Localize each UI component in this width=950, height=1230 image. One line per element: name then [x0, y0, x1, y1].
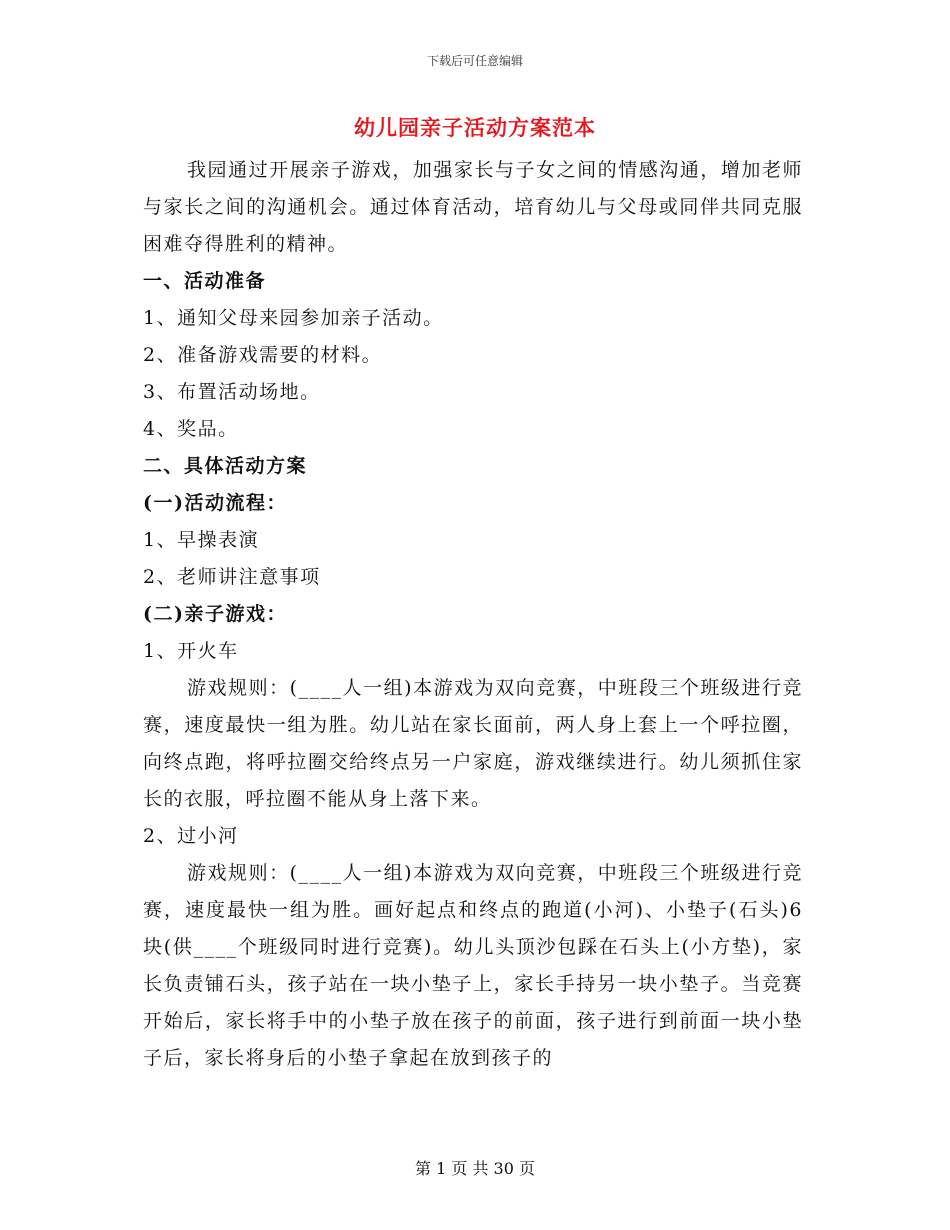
game-title-river: 2、过小河: [143, 825, 239, 847]
game-title-train: 1、开火车: [143, 640, 239, 662]
document-body: [143, 152, 803, 1077]
page-header-note: 下载后可任意编辑: [426, 54, 523, 68]
game-rules-river: 游戏规则：(____人一组)本游戏为双向竞赛，中班段三个班级进行竞赛，速度最快一组为胜。画好起点和终点的跑道(小河)、小垫子(石头)6块(供____个班级同时进行竞赛)。幼儿头顶沙包踩在石头上(小方垫)，家长负责铺石头，孩子站在一块小垫子上，家长手持另一块小垫子。当竞赛开始后，家长将手中的小垫子放在孩子的前面，孩子进行到前面一块小垫子后，家长将身后的小垫子拿起在放到孩子的: [143, 862, 803, 1069]
intro-paragraph: 我园通过开展亲子游戏，加强家长与子女之间的情感沟通，增加老师与家长之间的沟通机会。通过体育活动，培育幼儿与父母或同伴共同克服困难夺得胜利的精神。: [143, 159, 803, 255]
section-heading-plan: 二、具体活动方案: [143, 455, 308, 477]
list-item: 1、早操表演: [143, 529, 260, 551]
subsection-heading-process: (一)活动流程：: [143, 492, 287, 514]
section-heading-preparation: 一、活动准备: [143, 270, 267, 292]
list-item: 2、准备游戏需要的材料。: [143, 344, 383, 366]
list-item: 4、奖品。: [143, 418, 239, 440]
document-title: 幼儿园亲子活动方案范本: [354, 115, 596, 140]
subsection-heading-games: (二)亲子游戏：: [143, 603, 287, 625]
list-item: 1、通知父母来园参加亲子活动。: [143, 307, 444, 329]
page-footer-pagination: 第 1 页 共 30 页: [415, 1159, 535, 1178]
game-rules-train: 游戏规则：(____人一组)本游戏为双向竞赛，中班段三个班级进行竞赛，速度最快一组为胜。幼儿站在家长面前，两人身上套上一个呼拉圈，向终点跑，将呼拉圈交给终点另一户家庭，游戏继续进行。幼儿须抓住家长的衣服，呼拉圈不能从身上落下来。: [143, 677, 803, 810]
list-item: 3、布置活动场地。: [143, 381, 321, 403]
list-item: 2、老师讲注意事项: [143, 566, 321, 588]
